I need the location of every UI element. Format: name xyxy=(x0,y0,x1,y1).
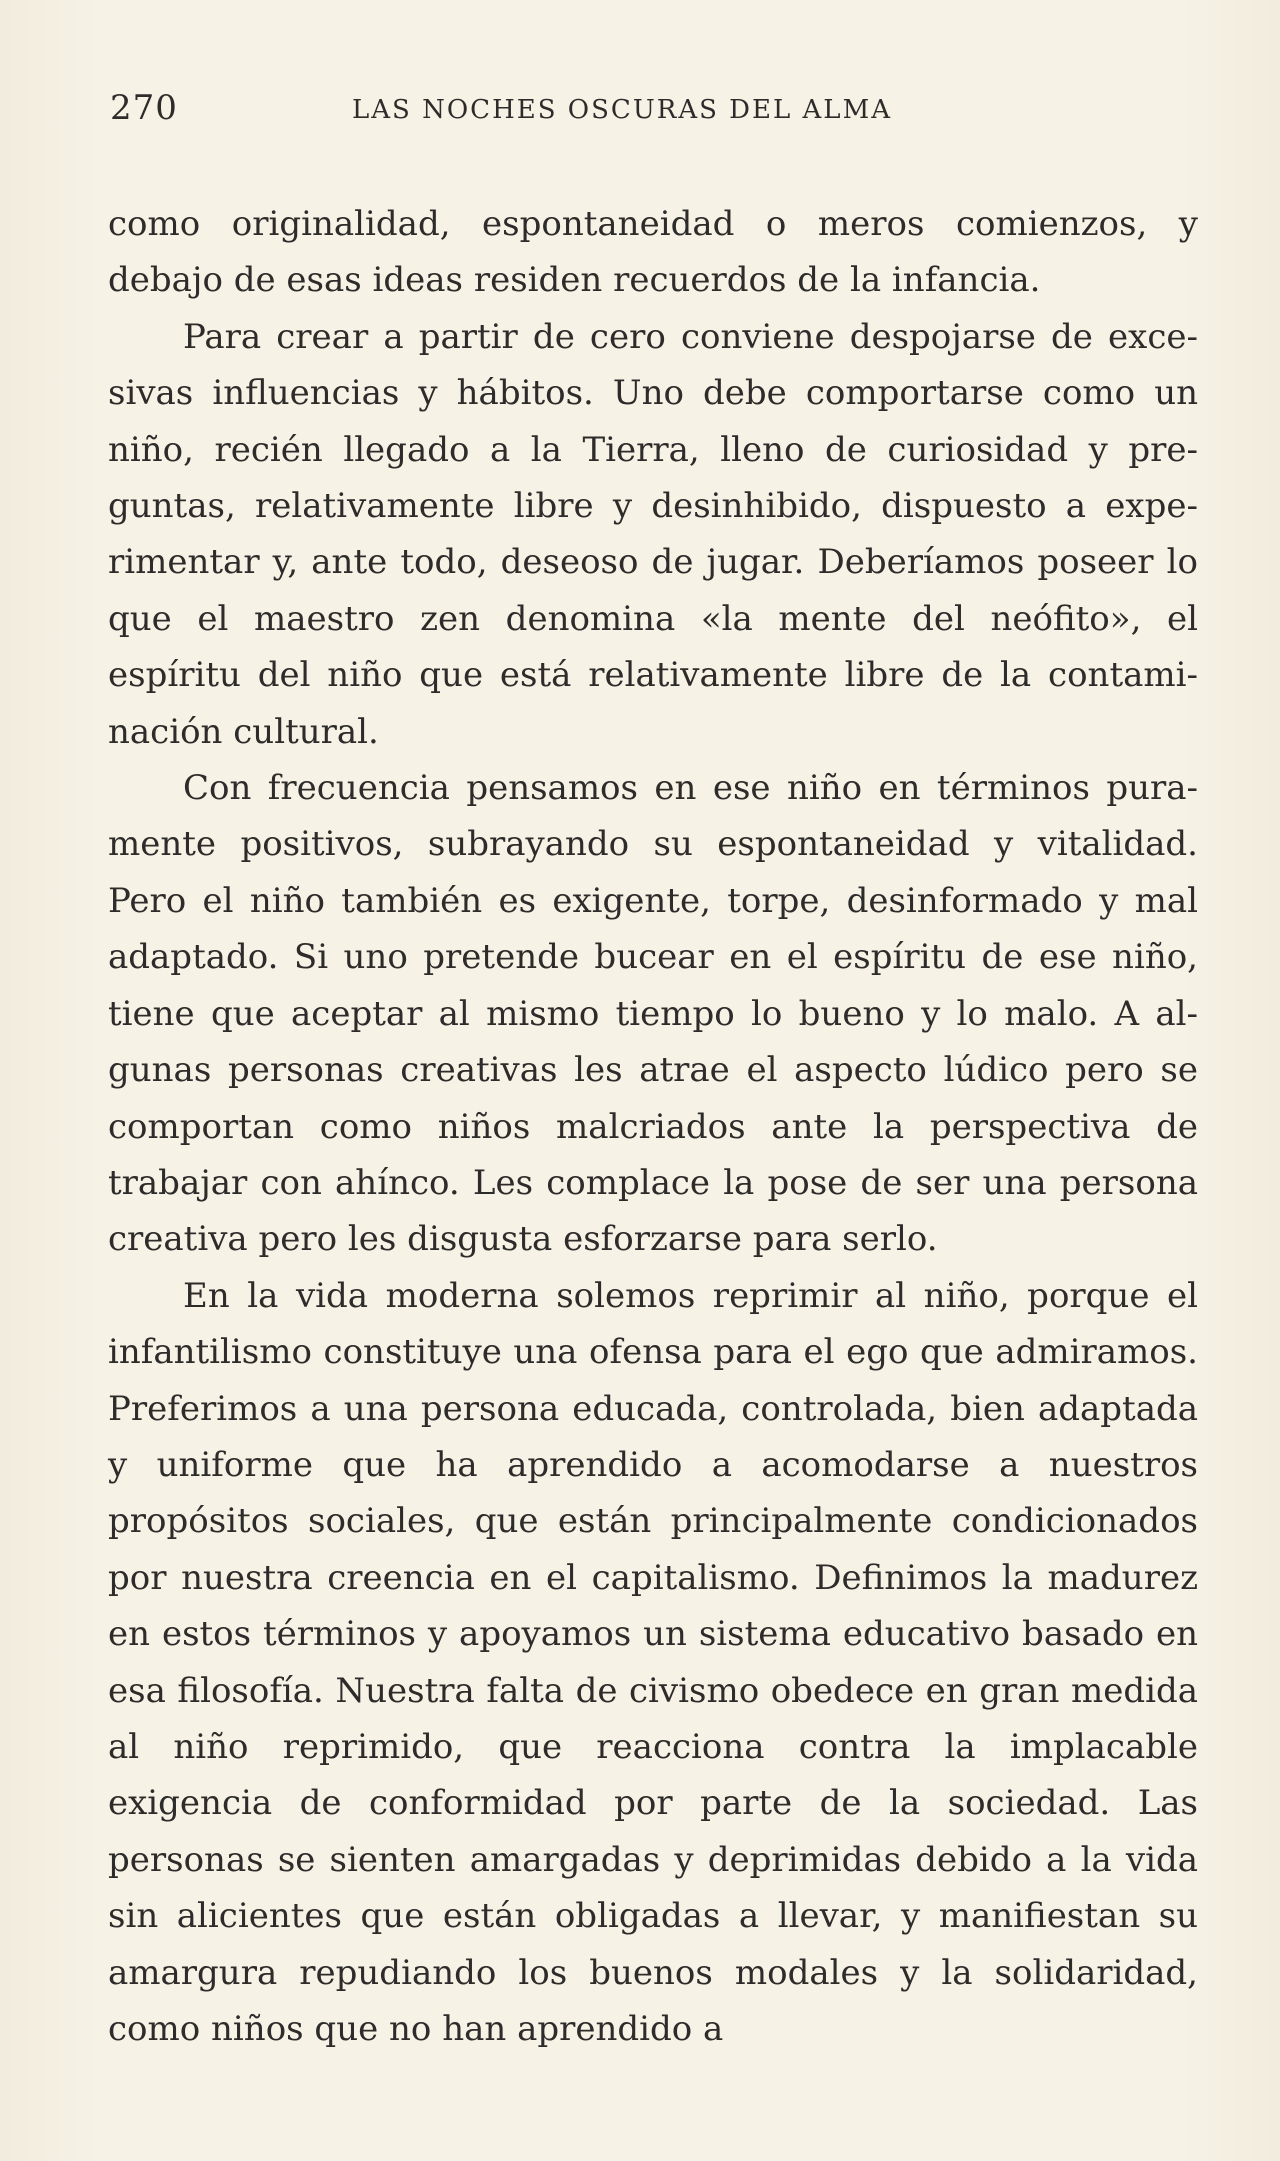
paragraph-continued: como originalidad, espontaneidad o meros comienzos, y debajo de esas ideas residen recuerdos de la infancia. xyxy=(108,204,1198,301)
page-header xyxy=(110,88,1202,138)
running-title: LAS NOCHES OSCURAS DEL ALMA xyxy=(352,95,892,125)
page-number: 270 xyxy=(110,88,178,128)
body-text xyxy=(108,196,1198,2057)
paragraph: En la vida moderna solemos reprimir al niño, porque el infantilismo constituye una ofensa para el ego que admiramos. Preferimos a una persona educada, controlada, bien adaptada y uniforme que ha aprendido a acomodarse a nuestros propósitos sociales, que están principalmente condicionados por nuestra creencia en el capitalismo. Definimos la madurez en estos términos y apoyamos un sistema educativo basado en esa filosofía. Nuestra falta de civismo obedece en gran medida al niño reprimido, que reacciona contra la implacable exigencia de conformidad por parte de la sociedad. Las personas se sienten amargadas y deprimidas debido a la vida sin alicientes que están obligadas a llevar, y manifiestan su amargura repudiando los buenos modales y la solidaridad, como niños que no han aprendido a xyxy=(108,1275,1198,2049)
paragraph: Con frecuencia pensamos en ese niño en términos puramente positivos, subrayando su espontaneidad y vitalidad. Pero el niño también es exigente, torpe, desinformado y mal adaptado. Si uno pretende bucear en el espíritu de ese niño, tiene que aceptar al mismo tiempo lo bueno y lo malo. A algunas personas creativas les atrae el aspecto lúdico pero se comportan como niños malcriados ante la perspectiva de trabajar con ahínco. Les complace la pose de ser una persona creativa pero les disgusta esforzarse para serlo. xyxy=(108,768,1198,1260)
paragraph: Para crear a partir de cero conviene despojarse de excesivas influencias y hábitos. Uno debe comportarse como un niño, recién llegado a la Tierra, lleno de curiosidad y preguntas, relativamente libre y desinhibido, dispuesto a experimentar y, ante todo, deseoso de jugar. Deberíamos poseer lo que el maestro zen denomina «la mente del neófito», el espíritu del niño que está relativamente libre de la contaminación cultural. xyxy=(108,316,1198,752)
